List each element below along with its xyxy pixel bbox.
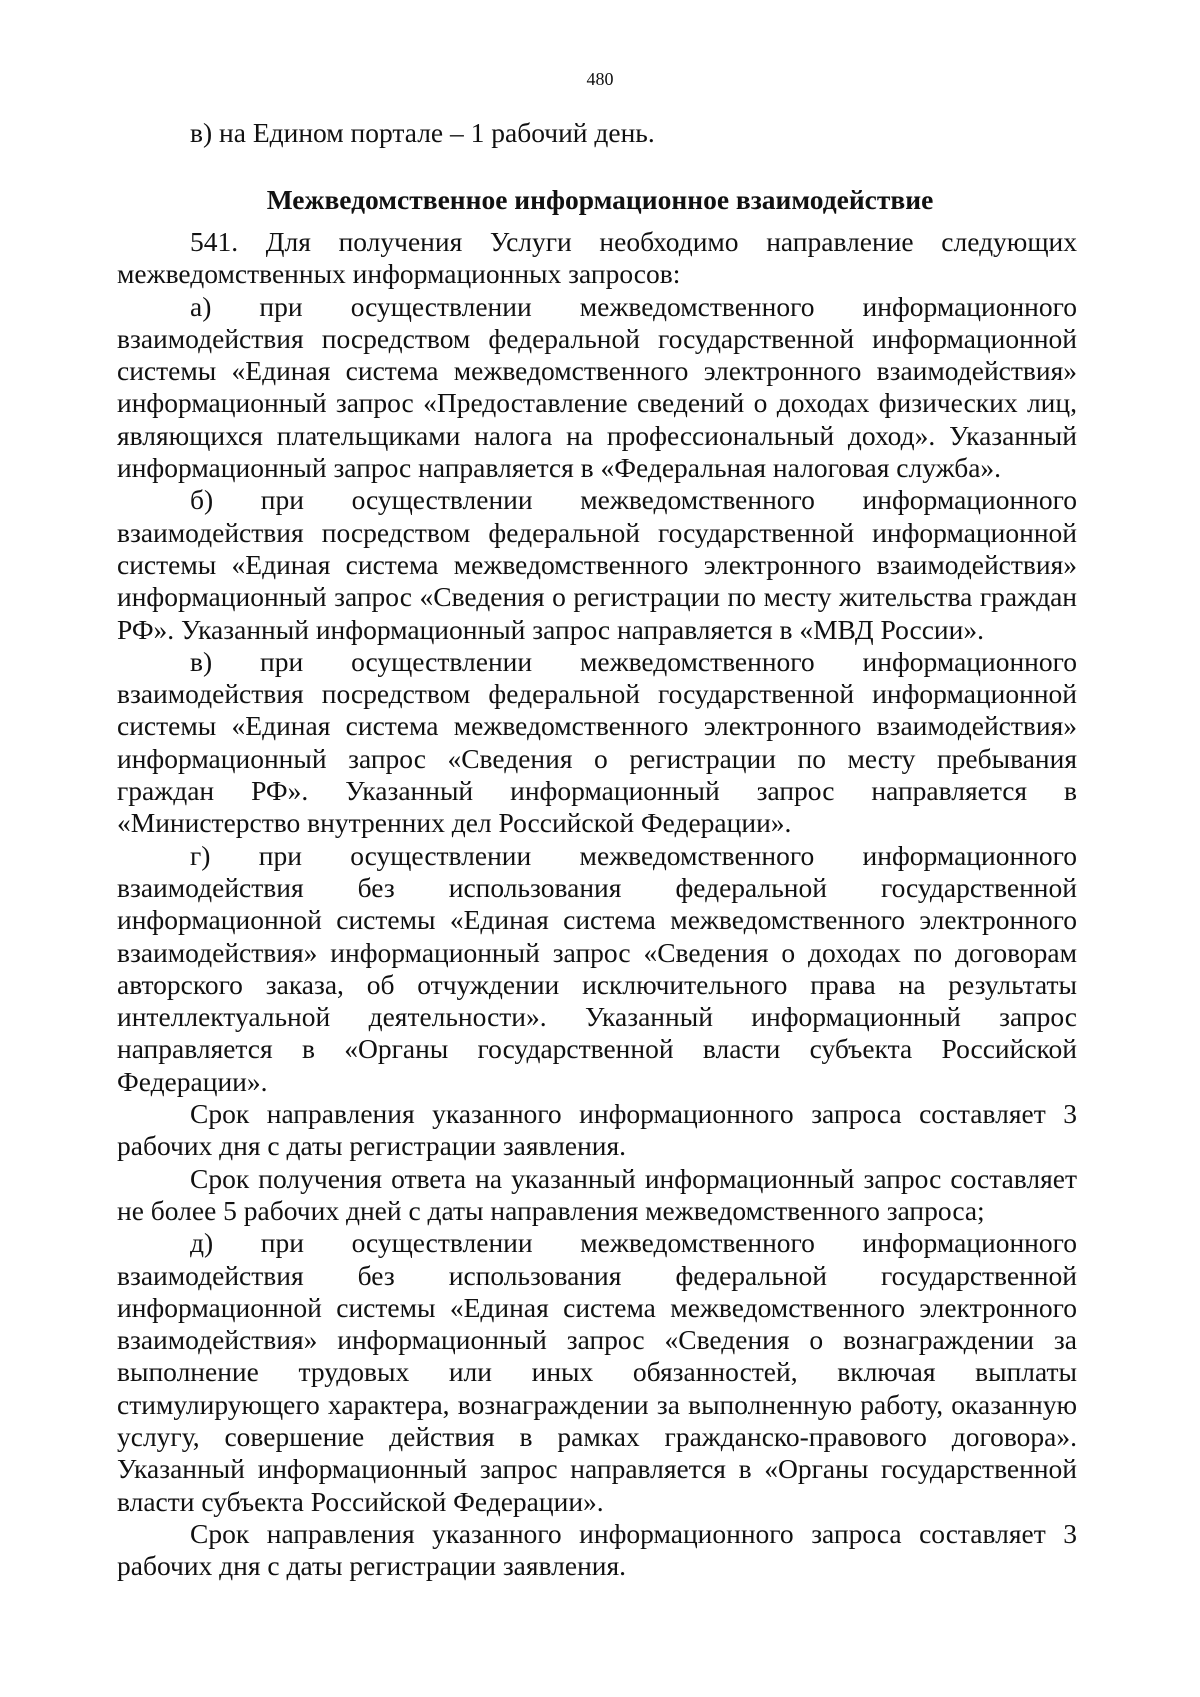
- page-number: 480: [586, 69, 614, 89]
- paragraph-v: в) при осуществлении межведомственного информационного взаимодействия посредством федеральной государственной информационной системы «Единая система межведомственного электронного взаимодействия» информационный запрос «Сведения о регистрации по месту пребывания граждан РФ». Указанный информационный запрос направляется в «Министерство внутренних дел Российской Федерации».: [117, 645, 1077, 839]
- paragraph-a: а) при осуществлении межведомственного информационного взаимодействия посредством федеральной государственной информационной системы «Единая система межведомственного электронного взаимодействия» информационный запрос «Предоставление сведений о доходах физических лиц, являющихся плательщиками налога на профессиональный доход». Указанный информационный запрос направляется в «Федеральная налоговая служба».: [117, 290, 1077, 484]
- paragraph-541: 541. Для получения Услуги необходимо направление следующих межведомственных информационных запросов:: [117, 226, 1077, 290]
- paragraph-b: б) при осуществлении межведомственного информационного взаимодействия посредством федеральной государственной информационной системы «Единая система межведомственного электронного взаимодействия» информационный запрос «Сведения о регистрации по месту жительства граждан РФ». Указанный информационный запрос направляется в «МВД России».: [117, 484, 1077, 645]
- intro-line: в) на Едином портале – 1 рабочий день.: [190, 117, 655, 148]
- body-text: [117, 226, 1077, 1582]
- paragraph-deadline-response: Срок получения ответа на указанный информационный запрос составляет не более 5 рабочих дней с даты направления межведомственного запроса;: [117, 1162, 1077, 1226]
- section-heading: Межведомственное информационное взаимодействие: [266, 184, 934, 215]
- paragraph-deadline-send-2: Срок направления указанного информационного запроса составляет 3 рабочих дня с даты регистрации заявления.: [117, 1517, 1077, 1582]
- paragraph-d: д) при осуществлении межведомственного информационного взаимодействия без использования федеральной государственной информационной системы «Единая система межведомственного электронного взаимодействия» информационный запрос «Сведения о вознаграждении за выполнение трудовых или иных обязанностей, включая выплаты стимулирующего характера, вознаграждении за выполненную работу, оказанную услугу, совершение действия в рамках гражданско-правового договора». Указанный информационный запрос направляется в «Органы государственной власти субъекта Российской Федерации».: [117, 1227, 1077, 1517]
- paragraph-deadline-send-1: Срок направления указанного информационного запроса составляет 3 рабочих дня с даты регистрации заявления.: [117, 1098, 1077, 1162]
- intro-paragraph: [117, 117, 1077, 149]
- paragraph-g: г) при осуществлении межведомственного информационного взаимодействия без использования федеральной государственной информационной системы «Единая система межведомственного электронного взаимодействия» информационный запрос «Сведения о доходах по договорам авторского заказа, об отчуждении исключительного права на результаты интеллектуальной деятельности». Указанный информационный запрос направляется в «Органы государственной власти субъекта Российской Федерации».: [117, 839, 1077, 1097]
